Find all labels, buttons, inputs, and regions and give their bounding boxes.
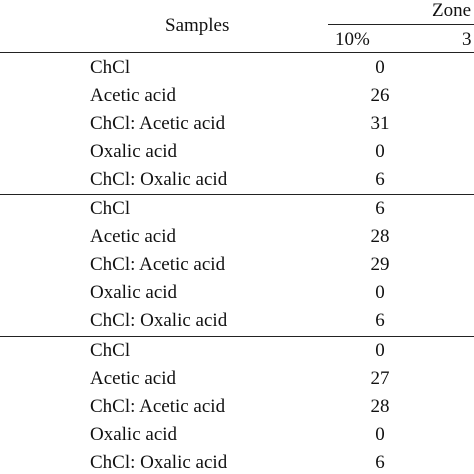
col-partial-header: 3: [462, 29, 472, 50]
group-divider-rule: [0, 336, 474, 337]
zone-value-10pct: 0: [375, 424, 385, 445]
sample-label: ChCl: Oxalic acid: [90, 452, 228, 473]
zone-value-10pct: 6: [375, 198, 385, 219]
sample-label: ChCl: [90, 198, 131, 219]
sample-label: ChCl: [90, 340, 131, 361]
zone-value-10pct: 0: [375, 340, 385, 361]
sample-label: Oxalic acid: [90, 282, 178, 303]
zone-value-10pct: 6: [375, 310, 385, 331]
zone-value-10pct: 27: [370, 368, 390, 389]
sample-label: Acetic acid: [90, 85, 176, 106]
sample-label: ChCl: Acetic acid: [90, 254, 226, 275]
zone-header-underline: [328, 24, 474, 25]
zone-value-10pct: 28: [370, 396, 390, 417]
sample-label: Acetic acid: [90, 226, 176, 247]
zone-value-10pct: 26: [370, 85, 390, 106]
sample-label: ChCl: [90, 57, 131, 78]
zone-value-10pct: 6: [375, 169, 385, 190]
sample-label: ChCl: Acetic acid: [90, 113, 226, 134]
sample-label: Oxalic acid: [90, 141, 178, 162]
group-divider-rule: [0, 194, 474, 195]
sample-label: ChCl: Oxalic acid: [90, 310, 228, 331]
sample-label: ChCl: Acetic acid: [90, 396, 226, 417]
zone-value-10pct: 31: [370, 113, 390, 134]
col-10pct-header: 10%: [335, 29, 370, 50]
zone-value-10pct: 0: [375, 141, 385, 162]
zone-value-10pct: 0: [375, 57, 385, 78]
zone-value-10pct: 28: [370, 226, 390, 247]
sample-label: Acetic acid: [90, 368, 176, 389]
samples-header: Samples: [165, 15, 230, 36]
sample-label: Oxalic acid: [90, 424, 178, 445]
zone-header: Zone: [432, 0, 472, 21]
sample-label: ChCl: Oxalic acid: [90, 169, 228, 190]
zone-value-10pct: 29: [370, 254, 390, 275]
zone-value-10pct: 0: [375, 282, 385, 303]
header-bottom-rule: [0, 52, 474, 53]
zone-value-10pct: 6: [375, 452, 385, 473]
